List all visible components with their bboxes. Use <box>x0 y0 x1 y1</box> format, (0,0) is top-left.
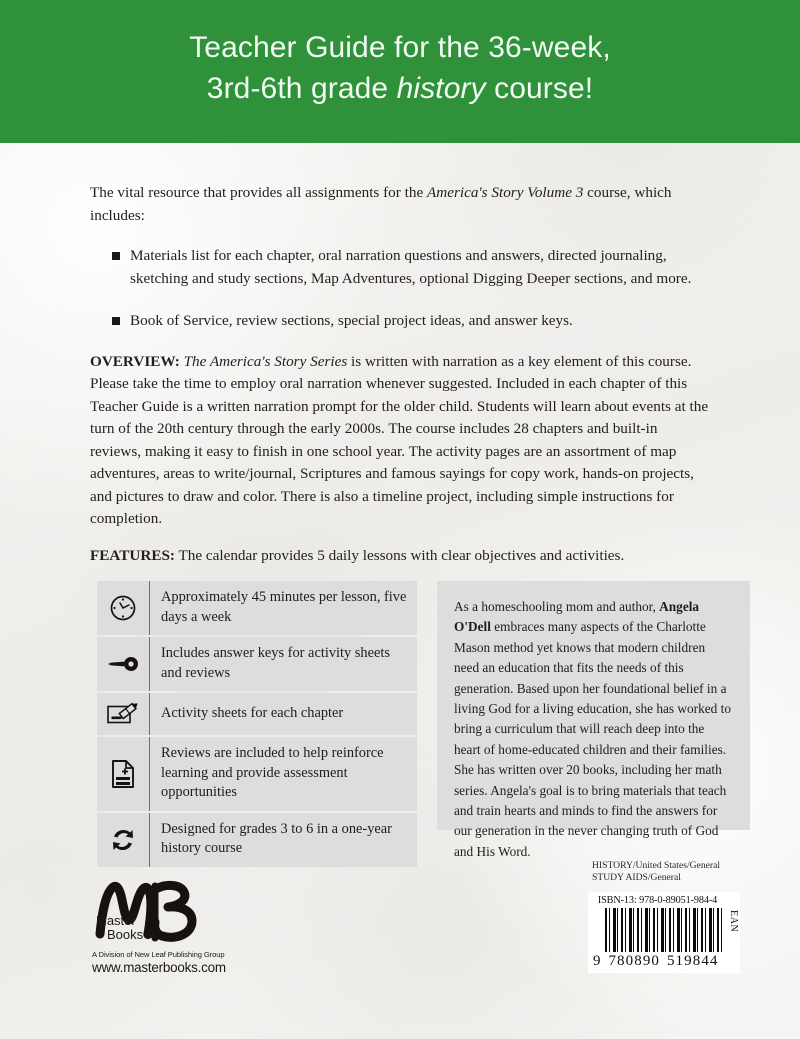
key-icon <box>97 637 150 691</box>
header-title-line-1: Teacher Guide for the 36-week, <box>189 30 611 64</box>
square-bullet-icon <box>112 317 120 325</box>
publisher-website[interactable]: www.masterbooks.com <box>92 960 226 975</box>
barcode-digit-lead: 9 <box>593 953 602 970</box>
bisac-category-line-1: HISTORY/United States/General <box>592 860 720 871</box>
intro-course-title: America's Story Volume 3 <box>426 184 584 201</box>
list-item <box>90 245 710 290</box>
table-row <box>97 693 417 735</box>
publisher-wordmark <box>96 914 153 942</box>
bio-post: embraces many aspects of the Charlotte Mason method yet knows that modern children need an education that fits the needs of this generation. Based upon her foundational belief in a living God for a living education, she has worked to bring a curriculum that will reach deep into the heart of home-educated children and their families. She has written over 20 books, including her math series. Angela's goal is to bring materials that teach and train hearts and minds to find the answers for our generation in the never changing truth of God and His Word. <box>454 619 731 859</box>
isbn-text: ISBN-13: 978-0-89051-984-4 <box>597 895 718 907</box>
barcode-box <box>588 892 740 973</box>
overview-paragraph <box>90 351 710 531</box>
feature-label: Approximately 45 minutes per lesson, five days a week <box>161 589 407 625</box>
feature-table <box>97 581 417 867</box>
list-item <box>90 310 710 333</box>
publisher-logo <box>92 876 282 975</box>
publisher-division: A Division of New Leaf Publishing Group <box>92 950 225 959</box>
lower-section <box>97 581 750 859</box>
publisher-name-line2: Books® <box>107 927 153 942</box>
barcode-digit-group-2: 519844 <box>666 953 719 970</box>
feature-label: Designed for grades 3 to 6 in a one-year history course <box>161 820 392 856</box>
barcode-bars <box>605 908 722 952</box>
table-row <box>97 813 417 867</box>
header-line2-post: course! <box>485 71 594 105</box>
author-bio-text <box>454 597 733 862</box>
clock-icon <box>97 581 150 635</box>
publisher-name-line1: Master <box>96 913 136 928</box>
features-label: FEATURES: <box>90 546 175 564</box>
feature-label: Activity sheets for each chapter <box>161 704 344 721</box>
author-bio-box <box>437 581 750 859</box>
feature-label: Includes answer keys for activity sheets and reviews <box>161 645 390 681</box>
intro-pre: The vital resource that provides all assignments for the <box>90 184 427 201</box>
bullet-text: Materials list for each chapter, oral narration questions and answers, directed journaling, sketching and study sections, Map Adventures, optional Digging Deeper sections, and more. <box>130 247 692 287</box>
cycle-arrows-icon <box>97 813 150 867</box>
bio-pre: As a homeschooling mom and author, <box>454 599 660 614</box>
feature-label: Reviews are included to help reinforce learning and provide assessment opportunities <box>161 745 384 800</box>
features-body: The calendar provides 5 daily lessons with clear objectives and activities. <box>174 546 625 564</box>
overview-body: is written with narration as a key element of this course. Please take the time to employ oral narration whenever suggested. Included in each chapter of this Teacher Guide is a written narration prompt for the older child. Students will learn about events at the turn of the 20th century through the early 2000s. The course includes 28 chapters and built-in reviews, making it easy to finish in one school year. The activity pages are an assortment of map adventures, areas to write/journal, Scriptures and famous sayings for copy work, hands-on projects, and pictures to draw and color. There is also a timeline project, including simple instructions for completion. <box>90 352 709 527</box>
header-banner <box>0 0 800 143</box>
table-row <box>97 637 417 691</box>
pencil-worksheet-icon <box>97 693 150 735</box>
overview-label: OVERVIEW: <box>90 352 180 370</box>
header-line2-pre: 3rd-6th grade <box>206 71 397 105</box>
table-row <box>97 737 417 811</box>
barcode-digit-group-1: 780890 <box>608 953 661 970</box>
features-intro-paragraph <box>90 545 710 568</box>
barcode-digits <box>593 953 722 970</box>
author-name: Angela O'Dell <box>454 599 700 635</box>
includes-bullet-list <box>90 245 710 333</box>
intro-post: course, which includes: <box>90 184 672 224</box>
bullet-text: Book of Service, review sections, special project ideas, and answer keys. <box>130 312 573 329</box>
masterbooks-monogram-icon <box>92 876 222 948</box>
header-title-line-2 <box>207 68 593 109</box>
overview-series-title: The America's Story Series <box>183 352 348 370</box>
barcode-block <box>588 860 750 973</box>
ean-label: EAN <box>728 910 739 933</box>
review-document-icon <box>97 737 150 811</box>
square-bullet-icon <box>112 252 120 260</box>
bisac-category-line-2: STUDY AIDS/General <box>592 871 681 883</box>
table-row <box>97 581 417 635</box>
header-line2-italic: history <box>396 71 486 105</box>
intro-paragraph <box>90 182 710 227</box>
main-content <box>90 182 710 581</box>
